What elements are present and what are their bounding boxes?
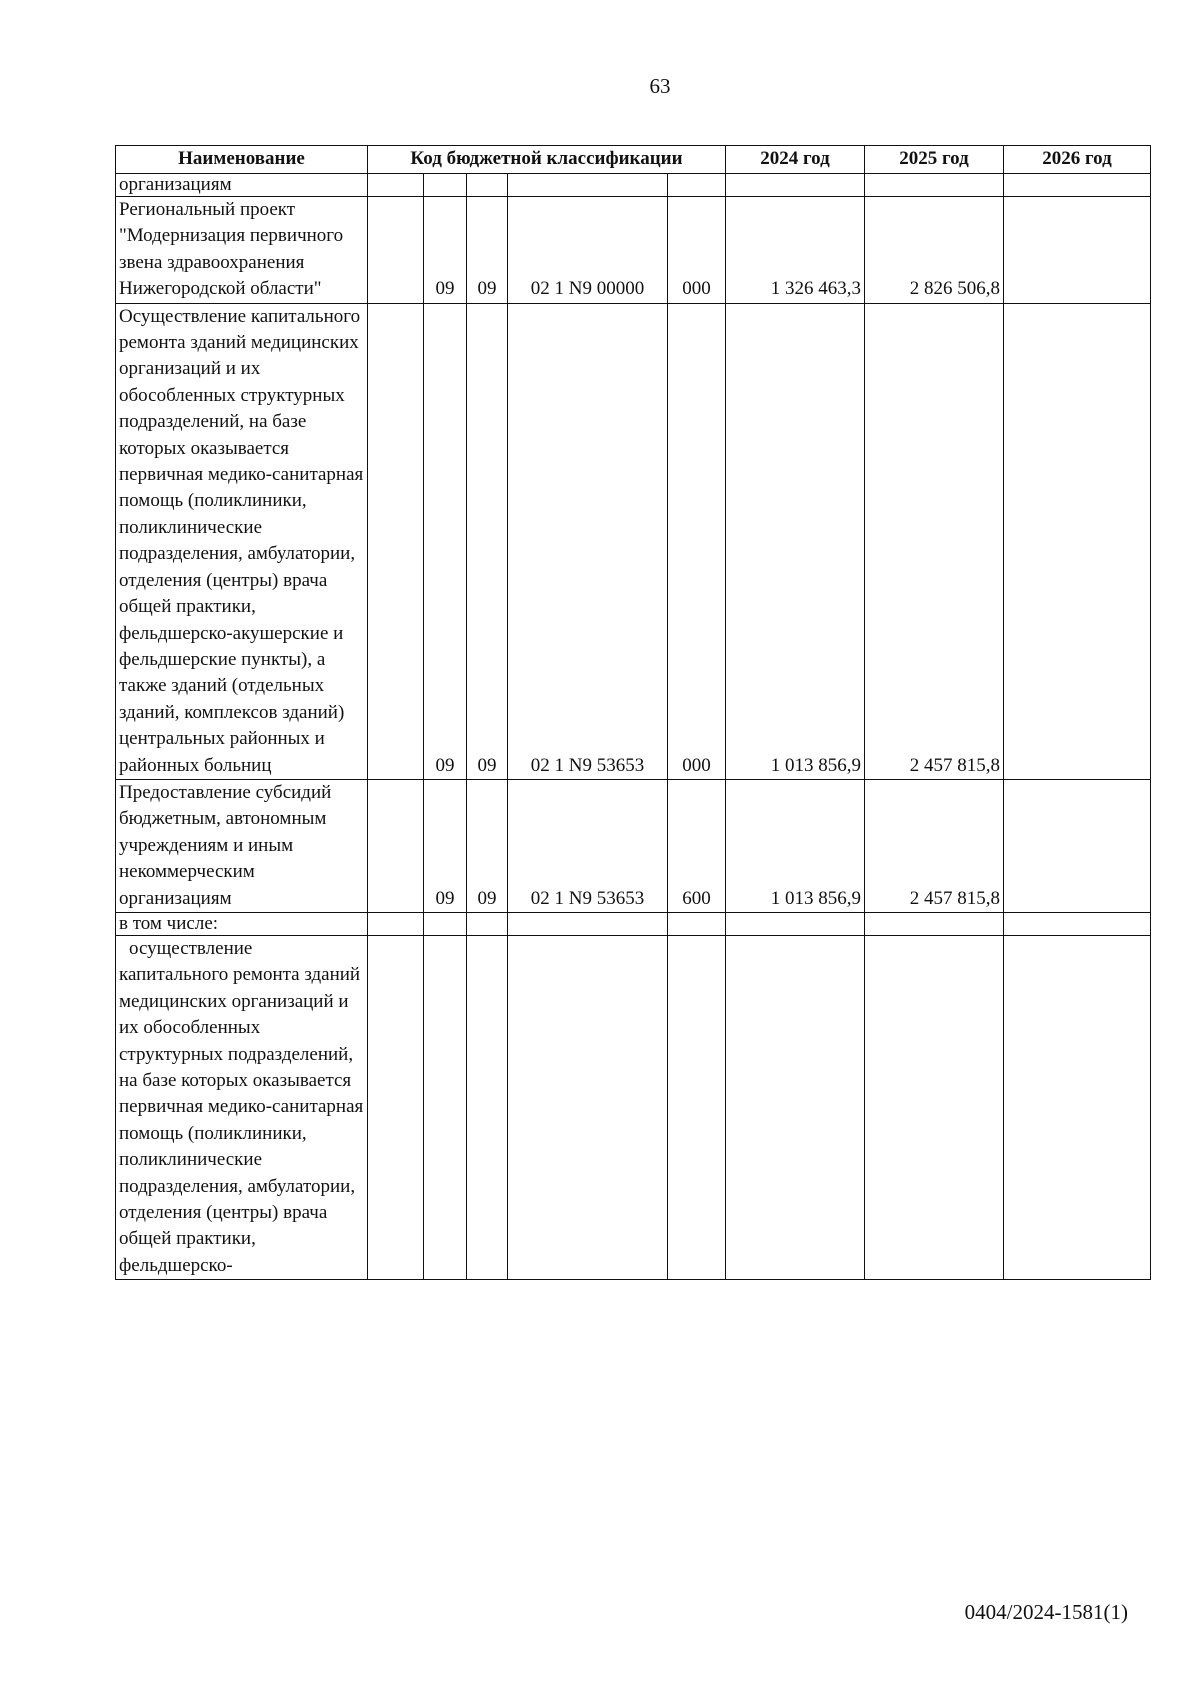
row-blank-code bbox=[368, 779, 424, 912]
row-target-article bbox=[508, 912, 668, 935]
row-target-article: 02 1 N9 53653 bbox=[508, 779, 668, 912]
table-header-row bbox=[116, 146, 1151, 174]
row-blank-code bbox=[368, 303, 424, 779]
row-section bbox=[424, 935, 467, 1279]
row-expense-type: 000 bbox=[668, 197, 726, 304]
row-value-2024 bbox=[726, 174, 865, 197]
row-section bbox=[424, 174, 467, 197]
header-2024: 2024 год bbox=[726, 146, 865, 174]
table-row bbox=[116, 197, 1151, 304]
row-target-article: 02 1 N9 00000 bbox=[508, 197, 668, 304]
row-name: осуществление капитального ремонта зданий медицинских организаций и их обособленных структурных подразделений, на базе которых оказывается первичная медико-санитарная помощь (поликлиники, поликлинические подразделения, амбулатории, отделения (центры) врача общей практики, фельдшерско- bbox=[116, 935, 368, 1279]
row-value-2025: 2 457 815,8 bbox=[865, 779, 1004, 912]
table-row bbox=[116, 303, 1151, 779]
row-expense-type: 000 bbox=[668, 303, 726, 779]
row-subsection bbox=[467, 912, 508, 935]
row-subsection bbox=[467, 174, 508, 197]
row-value-2026 bbox=[1004, 303, 1151, 779]
row-expense-type bbox=[668, 174, 726, 197]
row-name: Предоставление субсидий бюджетным, автономным учреждениям и иным некоммерческим организациям bbox=[116, 779, 368, 912]
row-value-2025 bbox=[865, 935, 1004, 1279]
page-number: 63 bbox=[649, 74, 671, 98]
row-target-article bbox=[508, 935, 668, 1279]
row-value-2024: 1 013 856,9 bbox=[726, 303, 865, 779]
row-blank-code bbox=[368, 912, 424, 935]
row-value-2025: 2 457 815,8 bbox=[865, 303, 1004, 779]
row-value-2024 bbox=[726, 912, 865, 935]
budget-table bbox=[115, 145, 1151, 1280]
row-value-2025: 2 826 506,8 bbox=[865, 197, 1004, 304]
row-subsection: 09 bbox=[467, 197, 508, 304]
row-target-article bbox=[508, 174, 668, 197]
row-subsection bbox=[467, 935, 508, 1279]
row-subsection: 09 bbox=[467, 779, 508, 912]
row-blank-code bbox=[368, 935, 424, 1279]
header-2026: 2026 год bbox=[1004, 146, 1151, 174]
row-value-2026 bbox=[1004, 935, 1151, 1279]
table-row bbox=[116, 935, 1151, 1279]
row-value-2026 bbox=[1004, 912, 1151, 935]
row-expense-type bbox=[668, 912, 726, 935]
row-value-2025 bbox=[865, 912, 1004, 935]
row-subsection: 09 bbox=[467, 303, 508, 779]
table-row bbox=[116, 912, 1151, 935]
row-value-2024 bbox=[726, 935, 865, 1279]
row-name: в том числе: bbox=[116, 912, 368, 935]
row-value-2024: 1 326 463,3 bbox=[726, 197, 865, 304]
row-section: 09 bbox=[424, 197, 467, 304]
row-blank-code bbox=[368, 174, 424, 197]
row-expense-type: 600 bbox=[668, 779, 726, 912]
row-value-2026 bbox=[1004, 174, 1151, 197]
header-name: Наименование bbox=[116, 146, 368, 174]
header-2025: 2025 год bbox=[865, 146, 1004, 174]
row-section bbox=[424, 912, 467, 935]
row-section: 09 bbox=[424, 303, 467, 779]
row-name: Региональный проект "Модернизация первичного звена здравоохранения Нижегородской области" bbox=[116, 197, 368, 304]
document-code: 0404/2024-1581(1) bbox=[964, 1600, 1128, 1624]
row-name: организациям bbox=[116, 174, 368, 197]
header-code: Код бюджетной классификации bbox=[368, 146, 726, 174]
row-section: 09 bbox=[424, 779, 467, 912]
row-target-article: 02 1 N9 53653 bbox=[508, 303, 668, 779]
table-row bbox=[116, 779, 1151, 912]
row-value-2025 bbox=[865, 174, 1004, 197]
row-blank-code bbox=[368, 197, 424, 304]
row-value-2026 bbox=[1004, 197, 1151, 304]
row-value-2024: 1 013 856,9 bbox=[726, 779, 865, 912]
row-value-2026 bbox=[1004, 779, 1151, 912]
row-expense-type bbox=[668, 935, 726, 1279]
row-name: Осуществление капитального ремонта зданий медицинских организаций и их обособленных структурных подразделений, на базе которых оказывается первичная медико-санитарная помощь (поликлиники, поликлинические подразделения, амбулатории, отделения (центры) врача общей практики, фельдшерско-акушерские и фельдшерские пункты), а также зданий (отдельных зданий, комплексов зданий) центральных районных и районных больниц bbox=[116, 303, 368, 779]
table-row bbox=[116, 174, 1151, 197]
